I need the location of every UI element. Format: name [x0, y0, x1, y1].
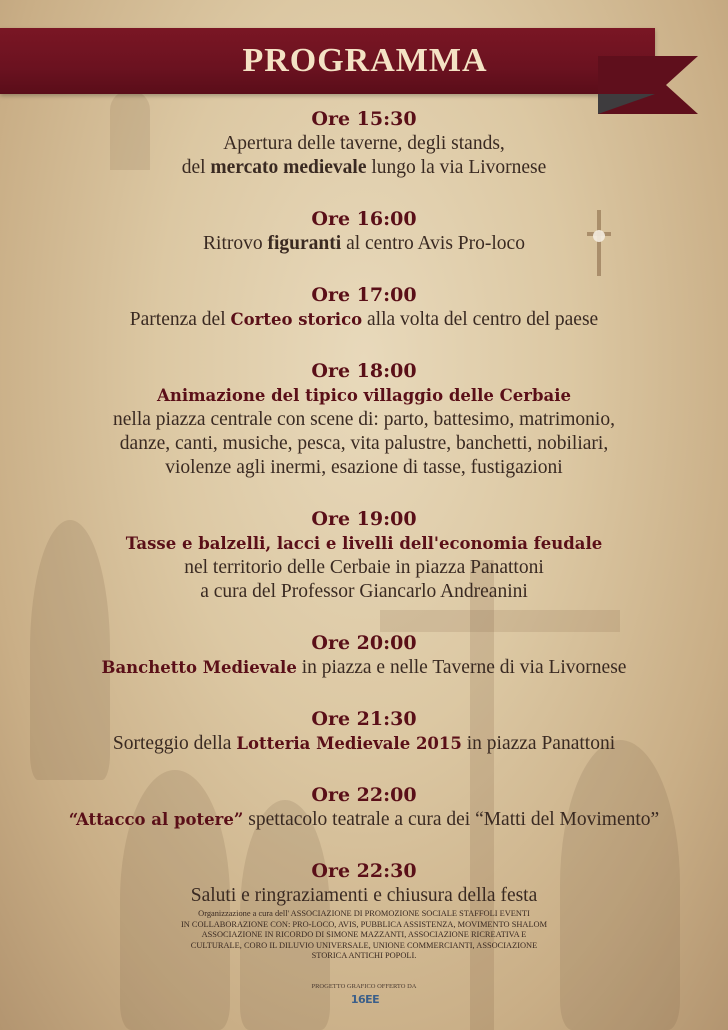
footer-line: CULTURALE, CORO IL DILUVIO UNIVERSALE, UNIONE COMMERCIANTI, ASSOCIAZIONE: [190, 940, 538, 950]
event-line: “Attacco al potere” spettacolo teatrale a cura dei “Matti del Movimento”: [68, 809, 660, 830]
program-event: [0, 630, 728, 680]
event-line: nella piazza centrale con scene di: parto, battesimo, matrimonio,: [113, 409, 615, 430]
event-line: danze, canti, musiche, pesca, vita palustre, banchetti, nobiliari,: [119, 433, 609, 454]
event-line: a cura del Professor Giancarlo Andreanini: [200, 581, 528, 602]
event-line: Partenza del Corteo storico alla volta del centro del paese: [129, 309, 599, 330]
event-line: nel territorio delle Cerbaie in piazza Panattoni: [184, 557, 544, 578]
footer-line: ASSOCIAZIONE IN RICORDO DI SIMONE MAZZANTI, ASSOCIAZIONE RICREATIVA E: [201, 930, 527, 940]
footer-line: IN COLLABORAZIONE CON: PRO-LOCO, AVIS, PUBBLICA ASSISTENZA, MOVIMENTO SHALOM: [180, 919, 548, 929]
footer-line: Organizzazione a cura dell' ASSOCIAZIONE DI PROMOZIONE SOCIALE STAFFOLI EVENTI: [198, 909, 530, 918]
event-title: Tasse e balzelli, lacci e livelli dell'economia feudale: [125, 534, 603, 553]
event-time: Ore 18:00: [311, 360, 417, 382]
event-time: Ore 21:30: [311, 708, 417, 730]
program-event: [0, 858, 728, 908]
program-event: [0, 782, 728, 832]
event-time: Ore 22:30: [311, 860, 417, 882]
footer-line: STORICA ANTICHI POPOLI.: [311, 951, 417, 961]
event-line: Saluti e ringraziamenti e chiusura della festa: [190, 885, 538, 906]
event-time: Ore 16:00: [311, 208, 417, 230]
program-event: [0, 206, 728, 256]
program-event: [0, 706, 728, 756]
event-line: Apertura delle taverne, degli stands,: [223, 133, 505, 154]
event-time: Ore 17:00: [311, 284, 417, 306]
event-time: Ore 22:00: [311, 784, 417, 806]
program-event: [0, 358, 728, 480]
event-time: Ore 15:30: [311, 108, 417, 130]
organizers-footer: [0, 909, 728, 962]
event-line: del mercato medievale lungo la via Livornese: [181, 157, 547, 178]
event-time: Ore 19:00: [311, 508, 417, 530]
event-line: Banchetto Medievale in piazza e nelle Taverne di via Livornese: [101, 657, 627, 678]
program-event: [0, 282, 728, 332]
event-time: Ore 20:00: [311, 632, 417, 654]
event-line: violenze agli inermi, esazione di tasse, fustigazioni: [165, 457, 563, 478]
page-title: PROGRAMMA: [242, 42, 488, 79]
event-line: Ritrovo figuranti al centro Avis Pro-loco: [203, 233, 525, 254]
program-event: [0, 106, 728, 180]
event-line: Sorteggio della Lotteria Medievale 2015 in piazza Panattoni: [112, 733, 616, 754]
program-list: [0, 106, 728, 908]
designer-logo: 16EE: [350, 993, 380, 1006]
event-title: Animazione del tipico villaggio delle Cerbaie: [157, 386, 571, 405]
program-event: [0, 506, 728, 604]
design-credit: PROGETTO GRAFICO OFFERTO DA: [311, 983, 417, 990]
